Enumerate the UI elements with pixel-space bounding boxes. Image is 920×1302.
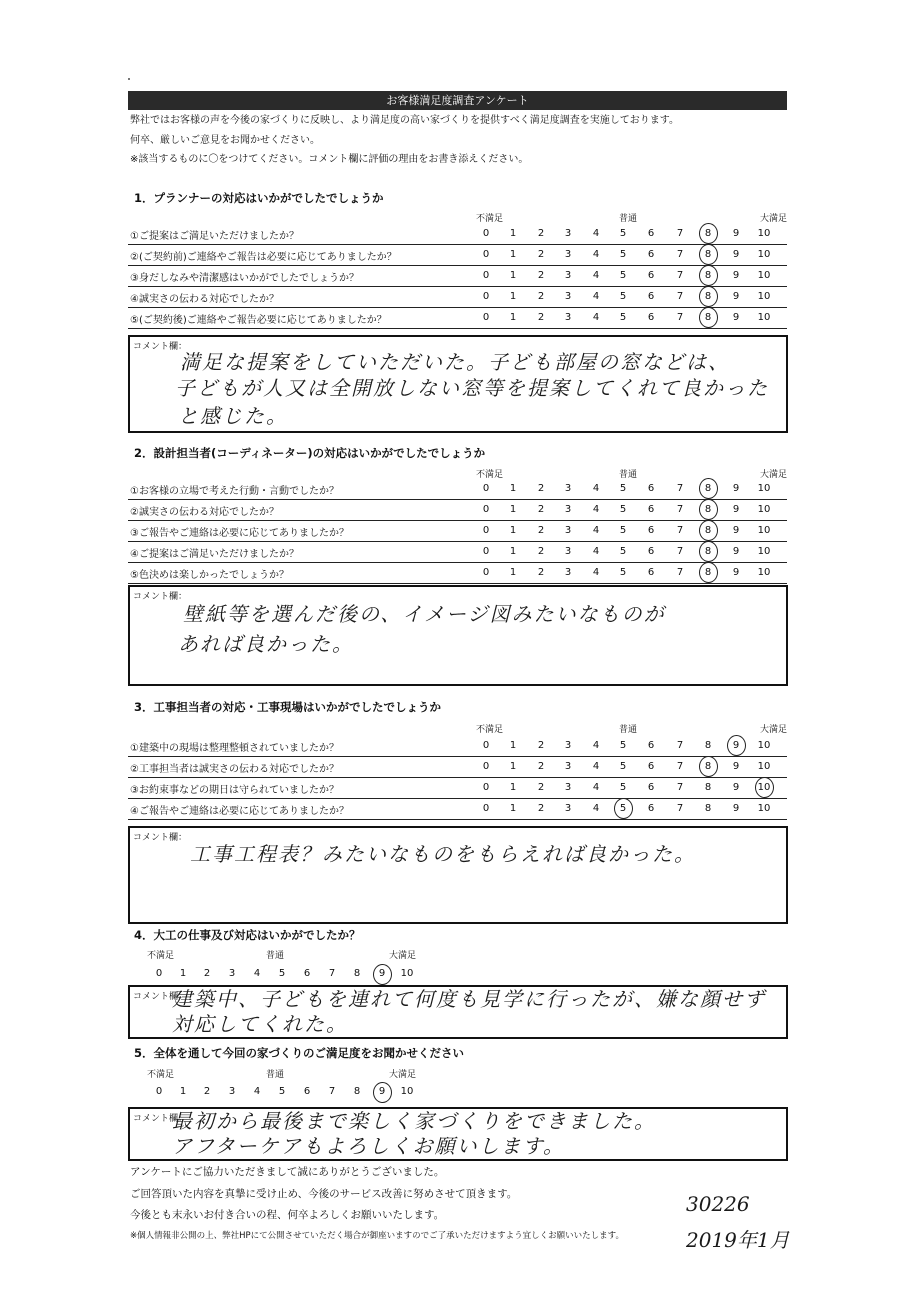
rating-option[interactable]: 7 bbox=[676, 483, 684, 494]
selected-rating-circle bbox=[699, 478, 718, 499]
selected-rating-circle bbox=[699, 520, 718, 541]
rating-option[interactable]: 9 bbox=[732, 291, 740, 302]
rating-option[interactable]: 1 bbox=[509, 504, 517, 515]
section-2-title: 2．設計担当者(コーディネーター)の対応はいかがでしたでしょうか bbox=[134, 446, 486, 460]
rating-option[interactable]: 7 bbox=[328, 1086, 336, 1097]
handwritten-comment-line: アフターケアもよろしくお願いします。 bbox=[172, 1134, 565, 1158]
rating-option[interactable]: 8 bbox=[704, 249, 712, 260]
section-1-title: 1．プランナーの対応はいかがでしたでしょうか bbox=[134, 191, 384, 205]
rating-option[interactable]: 0 bbox=[482, 567, 490, 578]
rating-option[interactable]: 2 bbox=[537, 740, 545, 751]
rating-option[interactable]: 8 bbox=[704, 740, 712, 751]
rating-option[interactable]: 10 bbox=[757, 504, 771, 515]
rating-option[interactable]: 3 bbox=[564, 504, 572, 515]
rating-option[interactable]: 1 bbox=[509, 546, 517, 557]
rating-option[interactable]: 10 bbox=[757, 525, 771, 536]
rating-option[interactable]: 4 bbox=[592, 761, 600, 772]
section-3-title: 3．工事担当者の対応・工事現場はいかがでしたでしょうか bbox=[134, 700, 441, 714]
rating-option[interactable]: 10 bbox=[757, 567, 771, 578]
rating-option[interactable]: 2 bbox=[537, 761, 545, 772]
question-text: ③お約束事などの期日は守られていましたか？ bbox=[130, 785, 339, 796]
scale-label-low: 不満足 bbox=[147, 1070, 175, 1080]
rating-option[interactable]: 5 bbox=[619, 291, 627, 302]
rating-option[interactable]: 6 bbox=[647, 782, 655, 793]
rating-option[interactable]: 3 bbox=[564, 312, 572, 323]
rating-option[interactable]: 7 bbox=[676, 228, 684, 239]
rating-option[interactable]: 4 bbox=[253, 968, 261, 979]
rating-option[interactable]: 2 bbox=[537, 546, 545, 557]
rating-option[interactable]: 8 bbox=[704, 312, 712, 323]
rating-option[interactable]: 9 bbox=[378, 1086, 386, 1097]
rating-option[interactable]: 5 bbox=[619, 803, 627, 814]
selected-rating-circle bbox=[699, 223, 718, 244]
rating-option[interactable]: 5 bbox=[619, 740, 627, 751]
rating-option[interactable]: 7 bbox=[676, 291, 684, 302]
handwritten-comment-line: 建築中、子どもを連れて何度も見学に行ったが、嫌な顔せず bbox=[172, 987, 766, 1011]
rating-option[interactable]: 0 bbox=[155, 1086, 163, 1097]
rating-option[interactable]: 7 bbox=[676, 803, 684, 814]
survey-title: お客様満足度調査アンケート bbox=[128, 91, 787, 110]
handwritten-comment-line: あれば良かった。 bbox=[178, 632, 354, 656]
rating-option[interactable]: 9 bbox=[732, 504, 740, 515]
rating-option[interactable]: 8 bbox=[704, 228, 712, 239]
scale-label-low: 不満足 bbox=[476, 214, 504, 224]
rating-option[interactable]: 4 bbox=[253, 1086, 261, 1097]
rating-option[interactable]: 4 bbox=[592, 525, 600, 536]
rating-option[interactable]: 0 bbox=[482, 782, 490, 793]
rating-option[interactable]: 1 bbox=[509, 740, 517, 751]
rating-option[interactable]: 5 bbox=[619, 228, 627, 239]
rating-option[interactable]: 0 bbox=[482, 228, 490, 239]
question-text: ①建築中の現場は整理整頓されていましたか？ bbox=[130, 743, 339, 754]
comment-label: コメント欄： bbox=[133, 592, 188, 602]
rating-option[interactable]: 3 bbox=[564, 567, 572, 578]
question-row bbox=[128, 307, 787, 329]
question-row bbox=[128, 478, 787, 500]
rating-option[interactable]: 1 bbox=[179, 968, 187, 979]
rating-option[interactable]: 7 bbox=[676, 249, 684, 260]
selected-rating-circle bbox=[727, 735, 746, 756]
rating-option[interactable]: 7 bbox=[676, 504, 684, 515]
question-row bbox=[128, 223, 787, 245]
selected-rating-circle bbox=[373, 964, 392, 985]
comment-label: コメント欄： bbox=[133, 342, 188, 352]
privacy-note: ※個人情報非公開の上、弊社HPにて公開させていただく場合が御座いますのでご了承いただけますよう宜しくお願いいたします。 bbox=[130, 1231, 624, 1241]
rating-option[interactable]: 10 bbox=[757, 761, 771, 772]
rating-option[interactable]: 5 bbox=[619, 249, 627, 260]
rating-option[interactable]: 2 bbox=[537, 803, 545, 814]
rating-option[interactable]: 2 bbox=[537, 270, 545, 281]
question-row bbox=[128, 735, 787, 757]
question-text: ①ご提案はご満足いただけましたか？ bbox=[130, 231, 299, 242]
scale-label-mid: 普通 bbox=[619, 214, 638, 224]
rating-option[interactable]: 3 bbox=[564, 761, 572, 772]
rating-option[interactable]: 4 bbox=[592, 312, 600, 323]
question-text: ②(ご契約前)ご連絡やご報告は必要に応じてありましたか？ bbox=[130, 252, 397, 263]
rating-option[interactable]: 1 bbox=[509, 228, 517, 239]
rating-option[interactable]: 9 bbox=[732, 567, 740, 578]
rating-option[interactable]: 5 bbox=[278, 1086, 286, 1097]
section-4-title: 4．大工の仕事及び対応はいかがでしたか？ bbox=[134, 928, 361, 942]
scale-label-mid: 普通 bbox=[619, 470, 638, 480]
selected-rating-circle bbox=[699, 265, 718, 286]
question-text: ⑤色決めは楽しかったでしょうか？ bbox=[130, 570, 289, 581]
rating-option[interactable]: 10 bbox=[757, 249, 771, 260]
rating-option[interactable]: 2 bbox=[537, 249, 545, 260]
intro-line-2: 何卒、厳しいご意見をお聞かせください。 bbox=[130, 135, 320, 146]
rating-option[interactable]: 0 bbox=[482, 761, 490, 772]
question-row bbox=[128, 541, 787, 563]
scale-label-mid: 普通 bbox=[266, 951, 285, 961]
question-text: ③身だしなみや清潔感はいかがでしたでしょうか？ bbox=[130, 273, 359, 284]
rating-option[interactable]: 8 bbox=[704, 270, 712, 281]
rating-option[interactable]: 1 bbox=[509, 270, 517, 281]
rating-option[interactable]: 9 bbox=[732, 782, 740, 793]
rating-option[interactable]: 3 bbox=[564, 270, 572, 281]
rating-option[interactable]: 10 bbox=[757, 546, 771, 557]
rating-option[interactable]: 6 bbox=[647, 504, 655, 515]
rating-option[interactable]: 1 bbox=[509, 803, 517, 814]
rating-option[interactable]: 9 bbox=[732, 312, 740, 323]
rating-option[interactable]: 8 bbox=[704, 567, 712, 578]
rating-option[interactable]: 0 bbox=[482, 483, 490, 494]
selected-rating-circle bbox=[373, 1082, 392, 1103]
rating-option[interactable]: 0 bbox=[482, 249, 490, 260]
scale-label-low: 不満足 bbox=[476, 725, 504, 735]
question-row bbox=[128, 562, 787, 584]
rating-option[interactable]: 4 bbox=[592, 270, 600, 281]
rating-option[interactable]: 5 bbox=[619, 761, 627, 772]
rating-option[interactable]: 6 bbox=[647, 740, 655, 751]
rating-option[interactable]: 8 bbox=[353, 968, 361, 979]
rating-option[interactable]: 1 bbox=[509, 483, 517, 494]
rating-option[interactable]: 6 bbox=[303, 968, 311, 979]
rating-option[interactable]: 9 bbox=[732, 761, 740, 772]
rating-option[interactable]: 5 bbox=[278, 968, 286, 979]
rating-option[interactable]: 1 bbox=[179, 1086, 187, 1097]
handwritten-comment-line: 最初から最後まで楽しく家づくりをできました。 bbox=[172, 1109, 656, 1133]
rating-option[interactable]: 8 bbox=[704, 504, 712, 515]
closing-line-3: 今後とも末永いお付き合いの程、何卒よろしくお願いいたします。 bbox=[130, 1209, 445, 1221]
rating-option[interactable]: 7 bbox=[676, 761, 684, 772]
section-5-title: 5．全体を通して今回の家づくりのご満足度をお聞かせください bbox=[134, 1046, 464, 1060]
rating-option[interactable]: 5 bbox=[619, 504, 627, 515]
rating-option[interactable]: 0 bbox=[482, 504, 490, 515]
rating-option[interactable]: 2 bbox=[537, 782, 545, 793]
rating-option[interactable]: 1 bbox=[509, 782, 517, 793]
question-text: ④ご報告やご連絡は必要に応じてありましたか？ bbox=[130, 806, 349, 817]
rating-option[interactable]: 9 bbox=[378, 968, 386, 979]
scale-label-high: 大満足 bbox=[389, 1070, 417, 1080]
selected-rating-circle bbox=[755, 777, 774, 798]
rating-option[interactable]: 4 bbox=[592, 803, 600, 814]
rating-option[interactable]: 0 bbox=[482, 803, 490, 814]
rating-option[interactable]: 4 bbox=[592, 483, 600, 494]
rating-option[interactable]: 5 bbox=[619, 567, 627, 578]
rating-option[interactable]: 2 bbox=[537, 312, 545, 323]
rating-option[interactable]: 0 bbox=[482, 525, 490, 536]
rating-option[interactable]: 5 bbox=[619, 483, 627, 494]
scale-label-mid: 普通 bbox=[619, 725, 638, 735]
rating-option[interactable]: 4 bbox=[592, 782, 600, 793]
rating-option[interactable]: 7 bbox=[676, 782, 684, 793]
rating-option[interactable]: 4 bbox=[592, 228, 600, 239]
rating-option[interactable]: 9 bbox=[732, 525, 740, 536]
rating-option[interactable]: 1 bbox=[509, 249, 517, 260]
rating-option[interactable]: 8 bbox=[704, 291, 712, 302]
handwritten-comment-line: と感じた。 bbox=[178, 404, 288, 428]
question-row bbox=[128, 777, 787, 799]
rating-option[interactable]: 10 bbox=[400, 968, 414, 979]
survey-id-handwritten: 30226 bbox=[686, 1192, 750, 1216]
rating-option[interactable]: 8 bbox=[704, 483, 712, 494]
rating-option[interactable]: 6 bbox=[647, 228, 655, 239]
rating-option[interactable]: 7 bbox=[676, 567, 684, 578]
question-row bbox=[128, 499, 787, 521]
rating-option[interactable]: 8 bbox=[704, 782, 712, 793]
handwritten-comment-line: 工事工程表？みたいなものをもらえれば良かった。 bbox=[190, 842, 696, 866]
rating-option[interactable]: 0 bbox=[482, 546, 490, 557]
question-row bbox=[128, 244, 787, 266]
rating-option[interactable]: 9 bbox=[732, 546, 740, 557]
rating-option[interactable]: 9 bbox=[732, 803, 740, 814]
rating-option[interactable]: 5 bbox=[619, 525, 627, 536]
rating-option[interactable]: 10 bbox=[757, 782, 771, 793]
rating-option[interactable]: 8 bbox=[704, 803, 712, 814]
scale-label-mid: 普通 bbox=[266, 1070, 285, 1080]
rating-option[interactable]: 3 bbox=[228, 968, 236, 979]
rating-option[interactable]: 2 bbox=[203, 1086, 211, 1097]
rating-option[interactable]: 4 bbox=[592, 546, 600, 557]
intro-line-3: ※該当するものに〇をつけてください。コメント欄に評価の理由をお書き添えください。 bbox=[130, 154, 529, 165]
rating-option[interactable]: 2 bbox=[537, 291, 545, 302]
rating-option[interactable]: 0 bbox=[482, 312, 490, 323]
question-text: ③ご報告やご連絡は必要に応じてありましたか？ bbox=[130, 528, 349, 539]
scan-speck bbox=[128, 78, 130, 80]
rating-option[interactable]: 3 bbox=[564, 228, 572, 239]
selected-rating-circle bbox=[699, 499, 718, 520]
scale-label-low: 不満足 bbox=[147, 951, 175, 961]
rating-option[interactable]: 9 bbox=[732, 740, 740, 751]
question-text: ④誠実さの伝わる対応でしたか？ bbox=[130, 294, 279, 305]
rating-option[interactable]: 10 bbox=[757, 312, 771, 323]
selected-rating-circle bbox=[614, 798, 633, 819]
rating-option[interactable]: 8 bbox=[704, 761, 712, 772]
rating-option[interactable]: 6 bbox=[647, 803, 655, 814]
question-row bbox=[128, 520, 787, 542]
rating-option[interactable]: 4 bbox=[592, 291, 600, 302]
rating-option[interactable]: 7 bbox=[676, 546, 684, 557]
rating-option[interactable]: 7 bbox=[328, 968, 336, 979]
rating-option[interactable]: 3 bbox=[564, 803, 572, 814]
rating-option[interactable]: 1 bbox=[509, 567, 517, 578]
selected-rating-circle bbox=[699, 286, 718, 307]
rating-option[interactable]: 3 bbox=[564, 483, 572, 494]
rating-option[interactable]: 7 bbox=[676, 312, 684, 323]
selected-rating-circle bbox=[699, 562, 718, 583]
question-row bbox=[128, 265, 787, 287]
rating-option[interactable]: 5 bbox=[619, 312, 627, 323]
comment-label: コメント欄： bbox=[133, 992, 188, 1002]
rating-option[interactable]: 0 bbox=[482, 740, 490, 751]
rating-option[interactable]: 6 bbox=[647, 249, 655, 260]
intro-line-1: 弊社ではお客様の声を今後の家づくりに反映し、より満足度の高い家づくりを提供すべく満足度調査を実施しております。 bbox=[130, 115, 679, 126]
rating-option[interactable]: 7 bbox=[676, 740, 684, 751]
rating-option[interactable]: 3 bbox=[564, 291, 572, 302]
comment-label: コメント欄： bbox=[133, 833, 188, 843]
rating-option[interactable]: 9 bbox=[732, 228, 740, 239]
rating-option[interactable]: 10 bbox=[757, 228, 771, 239]
handwritten-comment-line: 対応してくれた。 bbox=[172, 1012, 348, 1036]
rating-option[interactable]: 4 bbox=[592, 567, 600, 578]
selected-rating-circle bbox=[699, 541, 718, 562]
rating-option[interactable]: 10 bbox=[757, 270, 771, 281]
scale-label-high: 大満足 bbox=[760, 214, 788, 224]
rating-option[interactable]: 7 bbox=[676, 525, 684, 536]
rating-option[interactable]: 8 bbox=[353, 1086, 361, 1097]
scale-label-low: 不満足 bbox=[476, 470, 504, 480]
rating-option[interactable]: 6 bbox=[647, 761, 655, 772]
selected-rating-circle bbox=[699, 756, 718, 777]
rating-option[interactable]: 3 bbox=[564, 546, 572, 557]
selected-rating-circle bbox=[699, 244, 718, 265]
question-row bbox=[128, 798, 787, 820]
question-text: ⑤(ご契約後)ご連絡やご報告必要に応じてありましたか？ bbox=[130, 315, 387, 326]
rating-option[interactable]: 2 bbox=[537, 525, 545, 536]
rating-option[interactable]: 0 bbox=[482, 270, 490, 281]
rating-option[interactable]: 4 bbox=[592, 504, 600, 515]
handwritten-comment-line: 壁紙等を選んだ後の、イメージ図みたいなものが bbox=[183, 602, 666, 626]
rating-option[interactable]: 6 bbox=[647, 270, 655, 281]
selected-rating-circle bbox=[699, 307, 718, 328]
survey-date-handwritten: 2019年1月 bbox=[686, 1228, 790, 1252]
rating-option[interactable]: 1 bbox=[509, 525, 517, 536]
question-text: ④ご提案はご満足いただけましたか？ bbox=[130, 549, 299, 560]
rating-option[interactable]: 6 bbox=[647, 483, 655, 494]
rating-option[interactable]: 10 bbox=[757, 803, 771, 814]
rating-option[interactable]: 4 bbox=[592, 249, 600, 260]
scale-label-high: 大満足 bbox=[760, 470, 788, 480]
handwritten-comment-line: 子どもが人又は全開放しない窓等を提案してくれて良かった bbox=[175, 376, 769, 400]
rating-option[interactable]: 2 bbox=[203, 968, 211, 979]
rating-option[interactable]: 1 bbox=[509, 312, 517, 323]
comment-label: コメント欄： bbox=[133, 1114, 188, 1124]
rating-option[interactable]: 1 bbox=[509, 291, 517, 302]
rating-option[interactable]: 3 bbox=[564, 740, 572, 751]
rating-option[interactable]: 6 bbox=[647, 546, 655, 557]
rating-option[interactable]: 0 bbox=[482, 291, 490, 302]
rating-option[interactable]: 3 bbox=[564, 249, 572, 260]
rating-option[interactable]: 10 bbox=[400, 1086, 414, 1097]
closing-line-2: ご回答頂いた内容を真摯に受け止め、今後のサービス改善に努めさせて頂きます。 bbox=[130, 1188, 518, 1200]
rating-option[interactable]: 9 bbox=[732, 249, 740, 260]
rating-option[interactable]: 2 bbox=[537, 567, 545, 578]
rating-option[interactable]: 10 bbox=[757, 483, 771, 494]
rating-option[interactable]: 6 bbox=[647, 567, 655, 578]
rating-option[interactable]: 6 bbox=[647, 525, 655, 536]
question-text: ②工事担当者は誠実さの伝わる対応でしたか？ bbox=[130, 764, 339, 775]
rating-option[interactable]: 7 bbox=[676, 270, 684, 281]
rating-option[interactable]: 5 bbox=[619, 782, 627, 793]
rating-option[interactable]: 0 bbox=[155, 968, 163, 979]
question-text: ②誠実さの伝わる対応でしたか？ bbox=[130, 507, 279, 518]
rating-option[interactable]: 6 bbox=[647, 312, 655, 323]
rating-option[interactable]: 4 bbox=[592, 740, 600, 751]
rating-option[interactable]: 3 bbox=[564, 782, 572, 793]
rating-option[interactable]: 9 bbox=[732, 483, 740, 494]
question-text: ①お客様の立場で考えた行動・言動でしたか？ bbox=[130, 486, 339, 497]
rating-option[interactable]: 3 bbox=[228, 1086, 236, 1097]
rating-option[interactable]: 3 bbox=[564, 525, 572, 536]
rating-option[interactable]: 2 bbox=[537, 483, 545, 494]
rating-option[interactable]: 10 bbox=[757, 740, 771, 751]
question-row bbox=[128, 756, 787, 778]
question-row bbox=[128, 286, 787, 308]
rating-option[interactable]: 2 bbox=[537, 228, 545, 239]
rating-option[interactable]: 6 bbox=[647, 291, 655, 302]
handwritten-comment-line: 満足な提案をしていただいた。子ども部屋の窓などは、 bbox=[180, 350, 730, 374]
closing-line-1: アンケートにご協力いただきまして誠にありがとうございました。 bbox=[130, 1166, 445, 1178]
rating-option[interactable]: 6 bbox=[303, 1086, 311, 1097]
scale-label-high: 大満足 bbox=[760, 725, 788, 735]
scale-label-high: 大満足 bbox=[389, 951, 417, 961]
rating-option[interactable]: 8 bbox=[704, 525, 712, 536]
rating-option[interactable]: 5 bbox=[619, 270, 627, 281]
rating-option[interactable]: 1 bbox=[509, 761, 517, 772]
rating-option[interactable]: 8 bbox=[704, 546, 712, 557]
rating-option[interactable]: 2 bbox=[537, 504, 545, 515]
rating-option[interactable]: 5 bbox=[619, 546, 627, 557]
rating-option[interactable]: 10 bbox=[757, 291, 771, 302]
rating-option[interactable]: 9 bbox=[732, 270, 740, 281]
